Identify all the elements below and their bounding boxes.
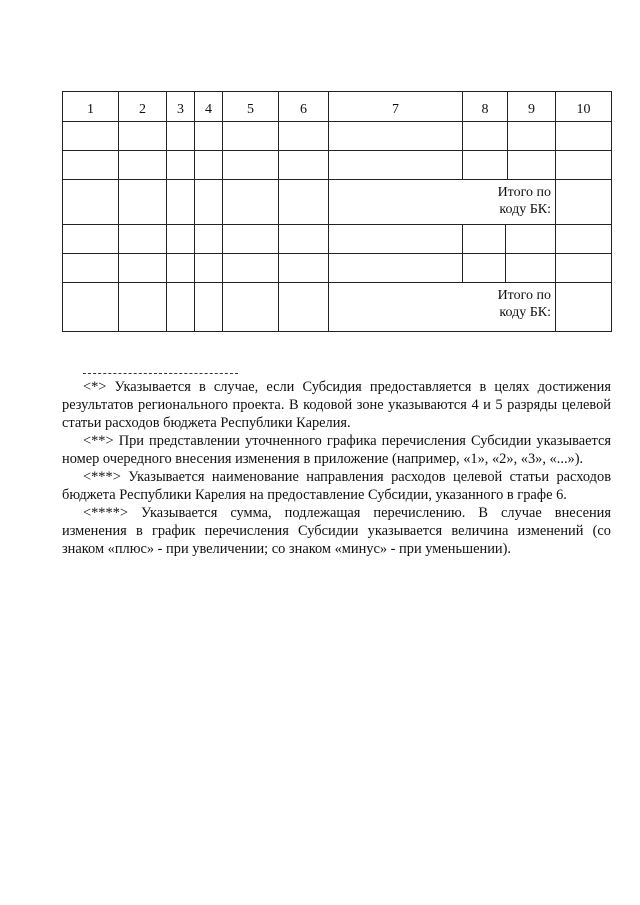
header-label: 1 xyxy=(87,102,94,117)
header-label: 9 xyxy=(528,102,535,117)
table-cell xyxy=(223,122,279,151)
payment-schedule-table xyxy=(62,91,612,332)
total-label-line-2: коду БК: xyxy=(499,305,551,320)
table-cell xyxy=(279,254,329,283)
table-cell xyxy=(63,180,119,225)
header-label: 4 xyxy=(205,102,212,117)
table-cell xyxy=(167,151,195,180)
table-cell xyxy=(508,122,556,151)
table-cell xyxy=(223,283,279,332)
table-cell xyxy=(63,122,119,151)
header-col-7 xyxy=(329,92,463,122)
header-col-3 xyxy=(167,92,195,122)
table-cell xyxy=(195,122,223,151)
table-cell xyxy=(279,180,329,225)
header-label: 6 xyxy=(300,102,307,117)
table-cell xyxy=(195,151,223,180)
table-cell xyxy=(556,122,612,151)
header-col-2 xyxy=(119,92,167,122)
footnote-4: <****> Указывается сумма, подлежащая перечислению. В случае внесения изменения в график перечисления Субсидии указывается величина изменений (со знаком «плюс» - при увеличении; со знаком «минус» - при уменьшении). xyxy=(62,505,611,557)
table-cell xyxy=(223,225,279,254)
header-label: 3 xyxy=(177,102,184,117)
table-cell xyxy=(329,225,463,254)
total-label-line-1: Итого по xyxy=(497,185,551,200)
table-cell xyxy=(195,225,223,254)
header-col-4 xyxy=(195,92,223,122)
table-cell xyxy=(223,254,279,283)
table-cell xyxy=(195,283,223,332)
table-cell xyxy=(556,225,612,254)
table-cell xyxy=(119,151,167,180)
table-cell xyxy=(463,254,506,283)
table-cell xyxy=(463,151,508,180)
table-cell xyxy=(223,151,279,180)
table-cell xyxy=(63,254,119,283)
table-cell xyxy=(329,254,463,283)
table-cell xyxy=(119,225,167,254)
footnote-3: <***> Указывается наименование направления расходов целевой статьи расходов бюджета Республики Карелия на предоставление Субсидии, указанного в графе 6. xyxy=(62,469,611,503)
table-cell xyxy=(506,225,556,254)
table-cell xyxy=(195,254,223,283)
header-label: 2 xyxy=(139,102,146,117)
total-by-bk-label xyxy=(329,283,556,332)
table-cell xyxy=(119,254,167,283)
total-label-line-1: Итого по xyxy=(497,288,551,303)
header-label: 5 xyxy=(247,102,254,117)
table-cell xyxy=(279,122,329,151)
table-cell xyxy=(167,283,195,332)
total-value-cell xyxy=(556,180,612,225)
table-cell xyxy=(119,122,167,151)
table-cell xyxy=(279,283,329,332)
footnotes xyxy=(62,378,611,558)
table-cell xyxy=(167,225,195,254)
header-col-9 xyxy=(508,92,556,122)
table-cell xyxy=(508,151,556,180)
table-cell xyxy=(556,254,612,283)
table-cell xyxy=(279,225,329,254)
footnote-1: <*> Указывается в случае, если Субсидия предоставляется в целях достижения результатов регионального проекта. В кодовой зоне указываются 4 и 5 разряды целевой статьи расходов бюджета Республики Карелия. xyxy=(62,379,611,431)
total-label-line-2: коду БК: xyxy=(499,202,551,217)
table-cell xyxy=(119,283,167,332)
table-cell xyxy=(223,180,279,225)
footnote-2: <**> При представлении уточненного графика перечисления Субсидии указывается номер очередного внесения изменения в приложение (например, «1», «2», «3», «...»). xyxy=(62,433,611,467)
table-cell xyxy=(506,254,556,283)
table-cell xyxy=(63,225,119,254)
table-cell xyxy=(63,151,119,180)
table-cell xyxy=(329,122,463,151)
table-cell xyxy=(167,122,195,151)
table-cell xyxy=(463,225,506,254)
table-cell xyxy=(167,180,195,225)
table-cell xyxy=(463,122,508,151)
total-by-bk-label xyxy=(329,180,556,225)
header-col-10 xyxy=(556,92,612,122)
table-cell xyxy=(167,254,195,283)
total-value-cell xyxy=(556,283,612,332)
header-label: 7 xyxy=(392,102,399,117)
table-cell xyxy=(195,180,223,225)
header-label: 8 xyxy=(481,102,489,117)
table-cell xyxy=(329,151,463,180)
table-cell xyxy=(279,151,329,180)
table-cell xyxy=(63,283,119,332)
table-cell xyxy=(119,180,167,225)
header-col-5 xyxy=(223,92,279,122)
header-label: 10 xyxy=(576,102,591,117)
footnote-separator xyxy=(83,373,238,374)
header-col-8 xyxy=(463,92,508,122)
header-col-1 xyxy=(63,92,119,122)
header-col-6 xyxy=(279,92,329,122)
table-cell xyxy=(556,151,612,180)
